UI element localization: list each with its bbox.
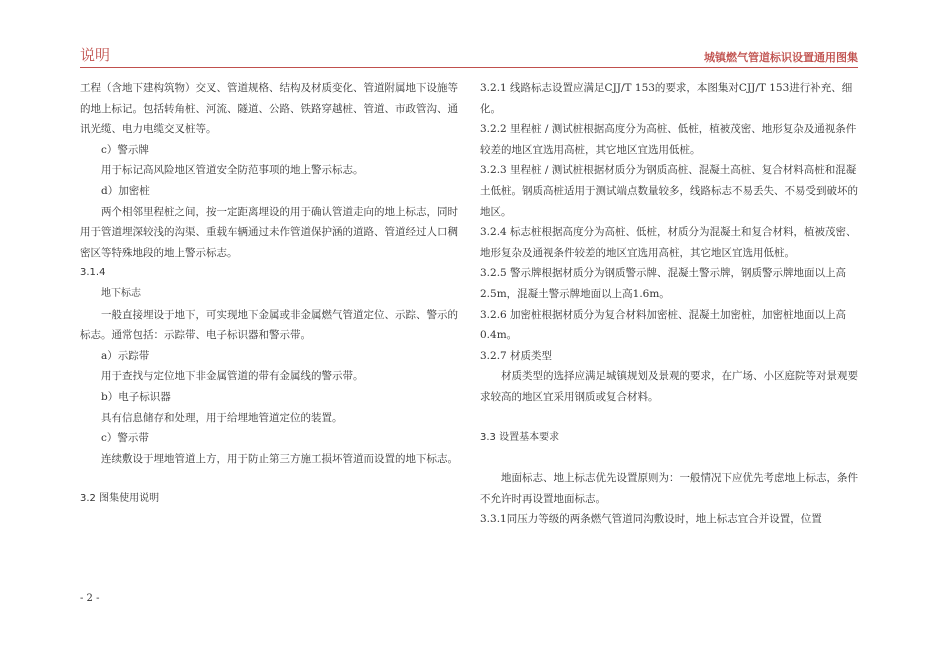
section-heading: 地下标志 (101, 287, 141, 299)
paragraph: 工程（含地下建构筑物）交叉、管道规格、结构及材质变化、管道附属地下设施等的地上标记。包括转角桩、河流、隧道、公路、铁路穿越桩、管道、市政管沟、通讯光缆、电力电缆交叉桩等。 (80, 82, 458, 136)
section-title: 说明 (80, 46, 111, 64)
clause: 3.2.5 警示牌根据材质分为钢质警示牌、混凝土警示牌，钢质警示牌地面以上高2.5m，混凝土警示牌地面以上高1.6m。 (480, 267, 847, 300)
clause-heading: 3.2.7 材质类型 (480, 349, 553, 362)
paragraph: 地面标志、地上标志优先设置原则为：一般情况下应优先考虑地上标志，条件不允许时再设置地面标志。 (480, 472, 858, 505)
section-heading: 3.2 图集使用说明 (80, 493, 160, 505)
clause: 3.2.1 线路标志设置应满足CJJ/T 153的要求，本图集对CJJ/T 153进行补充、细化。 (480, 82, 853, 115)
item-label: c）警示带 (101, 432, 149, 445)
page-number: - 2 - (80, 593, 100, 604)
clause: 3.2.4 标志桩根据高度分为高桩、低桩，材质分为混凝土和复合材料，植被茂密、地形复杂及通视条件较差的地区宜选用高桩，其它地区宜选用低桩。 (480, 226, 857, 259)
paragraph: 用于标记高风险地区管道安全防范事项的地上警示标志。 (101, 164, 364, 177)
section-heading: 3.3 设置基本要求 (480, 431, 560, 443)
right-column (480, 78, 858, 530)
section-number: 3.1.4 (80, 267, 106, 279)
clause: 3.2.2 里程桩 / 测试桩根据高度分为高桩、低桩，植被茂密、地形复杂及通视条件较差的地区宜选用高桩，其它地区宜选用低桩。 (480, 123, 857, 156)
clause: 3.2.3 里程桩 / 测试桩根据材质分为钢质高桩、混凝土高桩、复合材料高桩和混凝土低桩。钢质高桩适用于测试端点数量较多，线路标志不易丢失、不易受到破坏的地区。 (480, 164, 858, 218)
paragraph: 材质类型的选择应满足城镇规划及景观的要求，在广场、小区庭院等对景观要求较高的地区宜采用钢质或复合材料。 (480, 370, 858, 403)
item-label: a）示踪带 (101, 349, 150, 362)
header-divider (80, 67, 858, 68)
item-label: d）加密桩 (101, 184, 150, 197)
clause: 3.2.6 加密桩根据材质分为复合材料加密桩、混凝土加密桩，加密桩地面以上高0.4m。 (480, 308, 847, 342)
item-label: b）电子标识器 (101, 390, 171, 403)
paragraph: 一般直接埋设于地下，可实现地下金属或非金属燃气管道定位、示踪、警示的标志。通常包括：示踪带、电子标识器和警示带。 (80, 308, 458, 342)
book-title: 城镇燃气管道标识设置通用图集 (704, 51, 858, 64)
left-column (80, 78, 458, 510)
paragraph: 连续敷设于埋地管道上方，用于防止第三方施工损坏管道而设置的地下标志。 (101, 452, 458, 465)
paragraph: 两个相邻里程桩之间，按一定距离埋设的用于确认管道走向的地上标志，同时用于管道埋深较浅的沟渠、重载车辆通过未作管道保护涵的道路、管道经过人口稠密区等特殊地段的地上警示标志。 (80, 205, 458, 259)
clause: 3.3.1同压力等级的两条燃气管道同沟敷设时，地上标志宜合并设置，位置 (480, 513, 822, 526)
item-label: c）警示牌 (101, 143, 149, 156)
paragraph: 用于查找与定位地下非金属管道的带有金属线的警示带。 (101, 370, 364, 383)
paragraph: 具有信息储存和处理，用于给埋地管道定位的装置。 (101, 411, 343, 424)
